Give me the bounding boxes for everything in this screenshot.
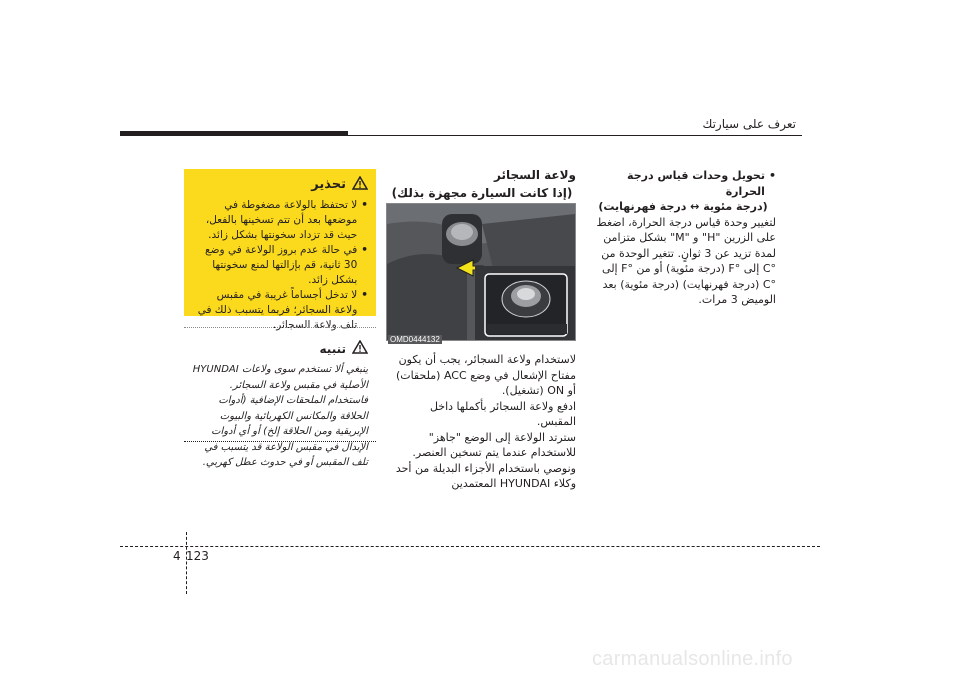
box-divider bbox=[184, 327, 376, 328]
chapter-number: 4 bbox=[173, 549, 181, 563]
cigarette-lighter-illustration bbox=[386, 203, 576, 341]
notice-title: تنبيه bbox=[319, 341, 346, 356]
warning-item bbox=[192, 198, 368, 243]
running-header-title: تعرف على سيارتك bbox=[702, 117, 796, 131]
header-rule-thick bbox=[120, 131, 348, 136]
temperature-unit-body: لتغيير وحدة قياس درجة الحرارة، اضغط على الزرين "H" و "M" بشكل متزامن لمدة تزيد عن 3 ثوانٍ. تتغير الوحدة من °C إلى °F (درجة مئوية) أو من °F إلى °C (درجة فهرنهايت) (درجة مئوية) بعد الوميض 3 مرات. bbox=[596, 215, 776, 306]
notice-text: ينبغي ألا تستخدم سوى ولاعات HYUNDAI الأصلية في مقبس ولاعة السجائر. فاستخدام الملحقات الإضافية (أدوات الحلاقة والمكانس الكهربائية والبيوت الإبريقية ومن الحلاقة إلخ) أو أي أدوات الإبدال في مقبس الولاعة قد يتسبب في تلف المقبس أو في حدوث عطل كهربي. bbox=[192, 364, 368, 468]
notice-title-row bbox=[192, 339, 368, 358]
bullet-text: تحويل وحدات قياس درجة الحرارة bbox=[627, 169, 765, 198]
bullet-icon: • bbox=[768, 169, 776, 182]
warning-title: تحذير bbox=[311, 177, 346, 192]
cigarette-lighter-heading bbox=[388, 168, 576, 201]
watermark: carmanualsonline.info bbox=[592, 648, 793, 670]
warning-triangle-icon bbox=[352, 175, 368, 194]
temperature-unit-section bbox=[590, 168, 776, 308]
bullet-icon: • bbox=[361, 289, 368, 301]
warning-title-row bbox=[192, 175, 368, 194]
section-title: ولاعة السجائر bbox=[493, 168, 576, 182]
bullet-item bbox=[590, 168, 776, 199]
caution-triangle-icon bbox=[352, 339, 368, 358]
warning-item bbox=[192, 243, 368, 288]
warning-content bbox=[192, 175, 368, 333]
bullet-icon: • bbox=[361, 199, 368, 211]
notice-bottom-rule bbox=[184, 441, 376, 442]
instruction-paragraph: ادفع ولاعة السجائر بأكملها داخل المقبس. bbox=[429, 399, 576, 428]
console-drawing bbox=[387, 204, 575, 340]
footer-rule bbox=[120, 546, 820, 547]
warning-item-text: لا تحتفظ بالولاعة مضغوطة في موضعها بعد أن تتم تسخينها بالفعل، حيث قد تزداد سخونتها بشكل زائد. bbox=[205, 199, 358, 241]
instruction-paragraph: سترتد الولاعة إلى الوضع "جاهز" للاستخدام عندما يتم تسخين العنصر. bbox=[412, 430, 576, 459]
notice-box bbox=[184, 333, 376, 468]
bullet-subtext: (درجة مئوية ↔ درجة فهرنهايت) bbox=[598, 200, 768, 213]
warning-box bbox=[184, 169, 376, 331]
warning-item-text: لا تدخل أجساماً غريبة في مقبس ولاعة السجائر؛ فربما يتسبب ذلك في تلف ولاعة السجائر. bbox=[197, 289, 358, 331]
figure-code-label: OMD0444132 bbox=[390, 335, 440, 344]
instruction-paragraph: لاستخدام ولاعة السجائر، يجب أن يكون مفتاح الإشعال في وضع ACC (ملحقات) أو ON (تشغيل). bbox=[395, 353, 576, 397]
instruction-paragraph: ونوصي باستخدام الأجزاء البديلة من أحد وكلاء HYUNDAI المعتمدين bbox=[395, 461, 576, 490]
footer-vertical-rule bbox=[186, 532, 187, 594]
page-number: 123 bbox=[186, 549, 209, 563]
section-subtitle: (إذا كانت السيارة مجهزة بذلك) bbox=[391, 185, 573, 200]
warning-list bbox=[192, 198, 368, 333]
warning-item-text: في حالة عدم بروز الولاعة في وضع 30 ثانية، قم بإزالتها لمنع سخونتها بشكل زائد. bbox=[205, 244, 358, 286]
cigarette-lighter-instructions bbox=[388, 352, 576, 492]
bullet-icon: • bbox=[361, 244, 368, 256]
header-rule-thin bbox=[348, 135, 802, 136]
